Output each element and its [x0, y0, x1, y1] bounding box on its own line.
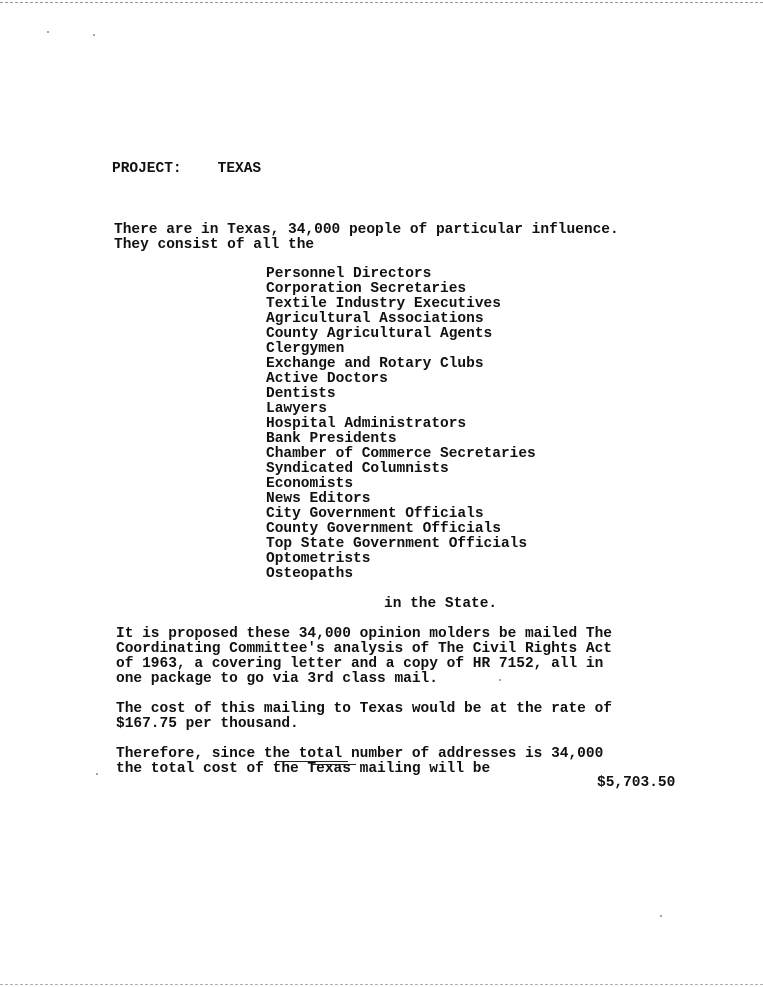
proposal-line-4: one package to go via 3rd class mail.	[116, 671, 438, 687]
scan-speck	[96, 773, 98, 775]
role-item: County Government Officials	[266, 521, 501, 537]
scan-speck	[499, 679, 501, 681]
role-item: Economists	[266, 476, 354, 492]
cost-line-1: The cost of this mailing to Texas would be at the rate of	[116, 701, 612, 717]
scan-speck	[660, 915, 662, 917]
role-item: Chamber of Commerce Secretaries	[266, 446, 536, 462]
proposal-line-1: It is proposed these 34,000 opinion molders be mailed The	[116, 626, 612, 642]
total-cost-value: $5,703.50	[597, 775, 676, 791]
role-item: Hospital Administrators	[266, 416, 467, 432]
role-item: Clergymen	[266, 341, 345, 357]
role-item: Osteopaths	[266, 566, 354, 582]
role-item: County Agricultural Agents	[266, 326, 493, 342]
role-item: Personnel Directors	[266, 266, 432, 282]
role-item: Lawyers	[266, 401, 327, 417]
texas-overline-mark	[312, 764, 356, 765]
cost-line-2: $167.75 per thousand.	[116, 716, 299, 732]
intro-paragraph	[114, 223, 619, 253]
scan-speck	[93, 34, 95, 36]
role-item: Active Doctors	[266, 371, 388, 387]
role-item: Exchange and Rotary Clubs	[266, 356, 484, 372]
therefore-line-1: Therefore, since the total number of addresses is 34,000	[116, 746, 604, 762]
role-item: Corporation Secretaries	[266, 281, 467, 297]
role-item: Textile Industry Executives	[266, 296, 501, 312]
page-bottom-edge	[0, 984, 763, 985]
role-item: News Editors	[266, 491, 371, 507]
cost-paragraph	[116, 702, 612, 732]
roles-list	[266, 267, 536, 582]
role-item: Optometrists	[266, 551, 371, 567]
intro-line-1: There are in Texas, 34,000 people of particular influence.	[114, 222, 619, 238]
proposal-paragraph	[116, 627, 612, 687]
role-item: City Government Officials	[266, 506, 484, 522]
role-item: Dentists	[266, 386, 336, 402]
therefore-line-2: the total cost of the Texas mailing will be	[116, 761, 491, 777]
role-item: Syndicated Columnists	[266, 461, 449, 477]
proposal-line-2: Coordinating Committee's analysis of The Civil Rights Act	[116, 641, 612, 657]
project-heading	[112, 162, 261, 177]
role-item: Bank Presidents	[266, 431, 397, 447]
therefore-paragraph	[116, 747, 603, 777]
total-underline-mark	[276, 761, 348, 762]
scan-speck	[47, 31, 49, 33]
project-value: TEXAS	[217, 161, 262, 177]
intro-line-2: They consist of all the	[114, 237, 315, 253]
proposal-line-3: of 1963, a covering letter and a copy of HR 7152, all in	[116, 656, 604, 672]
in-state-text: in the State.	[384, 596, 498, 612]
role-item: Top State Government Officials	[266, 536, 528, 552]
role-item: Agricultural Associations	[266, 311, 484, 327]
project-label: PROJECT:	[112, 161, 182, 177]
page-top-edge	[0, 2, 763, 3]
